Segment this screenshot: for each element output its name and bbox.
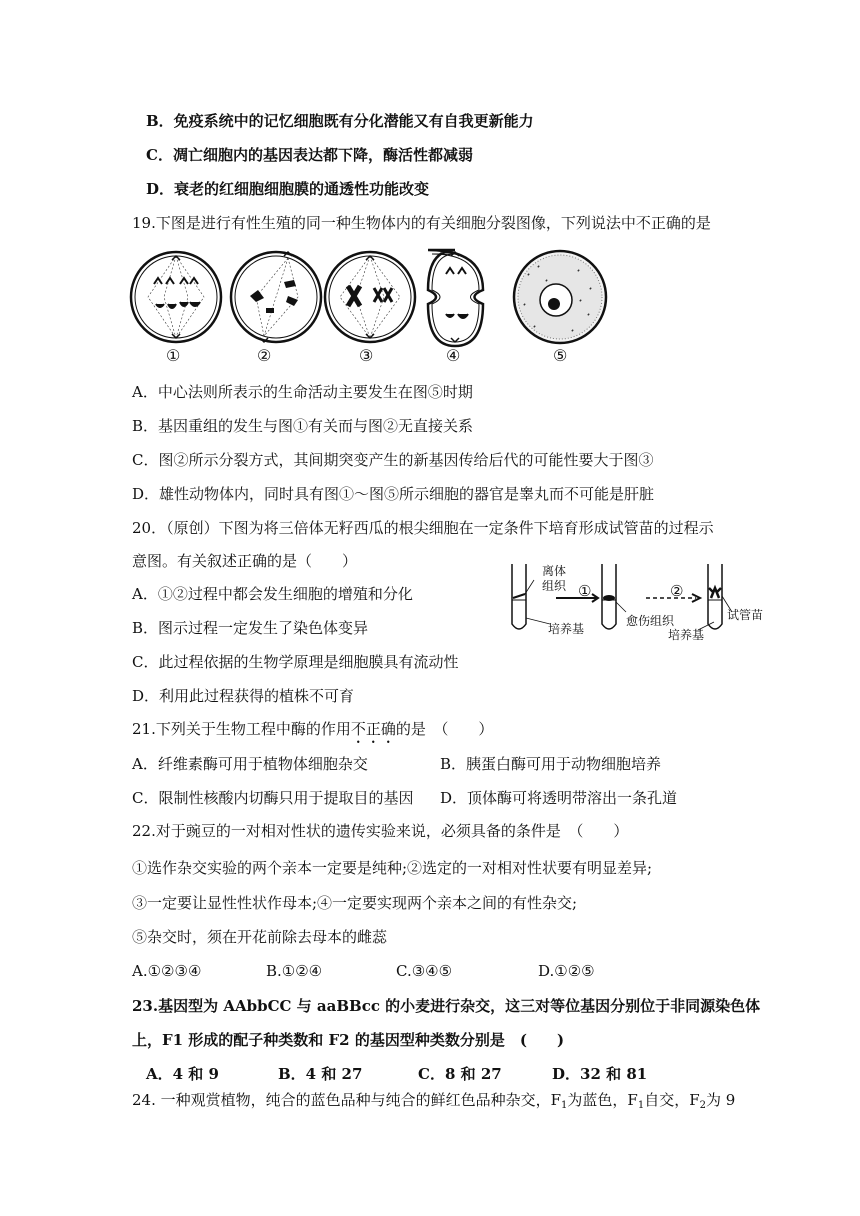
q22-option-d: D.①②⑤ xyxy=(538,962,595,980)
q19-option-a: A．中心法则所表示的生命活动主要发生在图⑤时期 xyxy=(132,383,473,401)
q22-statement-3: ⑤杂交时，须在开花前除去母本的雌蕊 xyxy=(132,928,388,946)
q22-option-c: C.③④⑤ xyxy=(396,962,453,980)
q21-stem-post: 的是 （ ） xyxy=(395,720,494,738)
cell-label-5: ⑤ xyxy=(553,346,568,365)
q24-sub-2: 1 xyxy=(637,1100,645,1111)
q18-option-c: C．凋亡细胞内的基因表达都下降，酶活性都减弱 xyxy=(146,146,473,164)
q24-stem xyxy=(132,1090,735,1116)
q23-option-d: D．32 和 81 xyxy=(552,1065,648,1083)
q22-stem: 22.对于豌豆的一对相对性状的遗传实验来说，必须具备的条件是 （ ） xyxy=(132,822,629,840)
q20-option-c: C．此过程依据的生物学原理是细胞膜具有流动性 xyxy=(132,653,459,671)
q20-stem-line1: 20．（原创）下图为将三倍体无籽西瓜的根尖细胞在一定条件下培育形成试管苗的过程示 xyxy=(132,519,714,537)
tissue-culture-figure xyxy=(500,558,770,642)
q22-statement-2: ③一定要让显性性状作母本;④一定要实现两个亲本之间的有性杂交; xyxy=(132,894,578,912)
cell-label-1: ① xyxy=(166,346,181,365)
q18-option-b: B．免疫系统中的记忆细胞既有分化潜能又有自我更新能力 xyxy=(146,112,534,130)
q21-option-b: B．胰蛋白酶可用于动物细胞培养 xyxy=(440,755,662,773)
q22-option-a: A.①②③④ xyxy=(132,962,202,980)
fig-label-yushang: 愈伤组织 xyxy=(626,614,675,628)
q24-part-4: 为 9 xyxy=(706,1091,736,1109)
fig-step-2: ② xyxy=(670,582,684,600)
fig-label-zuzhi: 组织 xyxy=(542,579,567,593)
fig-label-peiyangji-1: 培养基 xyxy=(548,622,585,636)
q23-option-b: B．4 和 27 xyxy=(278,1065,363,1083)
q19-option-b: B．基因重组的发生与图①有关而与图②无直接关系 xyxy=(132,417,474,435)
q20-stem-line2: 意图。有关叙述正确的是（ ） xyxy=(132,552,358,570)
q20-option-a: A．①②过程中都会发生细胞的增殖和分化 xyxy=(132,585,413,603)
q18-option-d: D．衰老的红细胞细胞膜的通透性功能改变 xyxy=(146,180,430,198)
cell-label-3: ③ xyxy=(359,346,374,365)
q20-option-d: D．利用此过程获得的植株不可育 xyxy=(132,687,355,705)
cell-4-drawing xyxy=(428,250,483,346)
q23-option-a: A．4 和 9 xyxy=(146,1065,219,1083)
q22-statement-1: ①选作杂交实验的两个亲本一定要是纯种;②选定的一对相对性状要有明显差异; xyxy=(132,859,653,877)
q21-option-c: C．限制性核酸内切酶只用于提取目的基因 xyxy=(132,789,414,807)
q21-stem-pre: 21.下列关于生物工程中酶的作用 xyxy=(132,720,351,738)
fig-label-shiguanmiao: 试管苗 xyxy=(727,608,764,622)
fig-label-lixi: 离体 xyxy=(542,564,567,578)
q19-option-d: D．雄性动物体内，同时具有图①～图⑤所示细胞的器官是睾丸而不可能是肝脏 xyxy=(132,485,655,503)
q21-stem xyxy=(132,719,493,747)
tissue-culture-svg xyxy=(500,558,770,642)
q20-option-b: B．图示过程一定发生了染色体变异 xyxy=(132,619,369,637)
fig-step-1: ① xyxy=(578,582,592,600)
q24-sub-1: 1 xyxy=(561,1100,568,1111)
cell-1-drawing xyxy=(131,252,221,342)
cell-5-drawing xyxy=(514,251,606,343)
q19-option-c: C．图②所示分裂方式，其间期突变产生的新基因传给后代的可能性要大于图③ xyxy=(132,451,654,469)
q22-option-b: B.①②④ xyxy=(266,962,323,980)
q21-option-d: D．顶体酶可将透明带溶出一条孔道 xyxy=(440,789,678,807)
q19-stem: 19.下图是进行有性生殖的同一种生物体内的有关细胞分裂图像，下列说法中不正确的是 xyxy=(132,214,711,232)
cell-3-drawing xyxy=(325,252,415,342)
q23-option-c: C．8 和 27 xyxy=(418,1065,502,1083)
q21-option-a: A．纤维素酶可用于植物体细胞杂交 xyxy=(132,755,368,773)
cell-label-2: ② xyxy=(257,346,272,365)
q21-stem-emphasis: 不正确 xyxy=(350,720,396,738)
fig-label-peiyangji-2: 培养基 xyxy=(668,628,705,642)
cell-label-4: ④ xyxy=(446,346,461,365)
q24-part-2: 为蓝色，F xyxy=(567,1091,638,1109)
q24-part-1: 24. 一种观赏植物，纯合的蓝色品种与纯合的鲜红色品种杂交，F xyxy=(132,1091,562,1109)
q24-part-3: 自交，F xyxy=(644,1091,700,1109)
q23-stem-line2: 上，F1 形成的配子种类数和 F2 的基因型种类数分别是 ( ) xyxy=(132,1031,565,1049)
q23-stem-line1: 23.基因型为 AAbbCC 与 aaBBcc 的小麦进行杂交，这三对等位基因分别位于非同源染色体 xyxy=(132,997,761,1015)
q24-sub-3: 2 xyxy=(699,1100,707,1111)
cell-2-drawing xyxy=(231,252,321,342)
